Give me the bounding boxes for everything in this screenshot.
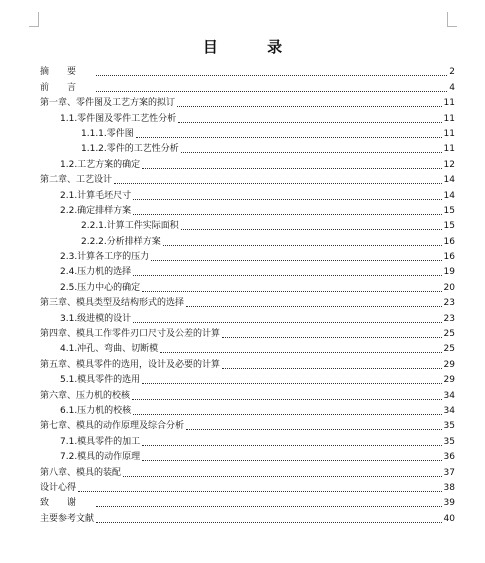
toc-entry[interactable] <box>40 371 455 386</box>
toc-dot-leader <box>178 121 441 123</box>
toc-dot-leader <box>133 321 441 323</box>
toc-entry-label: 4.1.冲孔、弯曲、切断模 <box>60 344 159 355</box>
toc-entry-page-number: 16 <box>443 252 455 263</box>
toc-dot-leader <box>96 521 442 523</box>
toc-dot-leader <box>142 459 441 461</box>
toc-entry[interactable] <box>40 78 455 93</box>
toc-entry[interactable] <box>40 278 455 293</box>
toc-dot-leader <box>222 336 442 338</box>
toc-entry-label: 2.3.计算各工序的压力 <box>60 252 150 263</box>
toc-title: 目 录 <box>202 38 305 56</box>
toc-entry-page-number: 34 <box>443 405 455 416</box>
toc-entry-label: 2.1.计算毛坯尺寸 <box>60 190 132 201</box>
toc-entry-page-number: 40 <box>443 513 455 524</box>
toc-entry-page-number: 11 <box>443 128 455 139</box>
toc-entry-page-number: 34 <box>443 390 455 401</box>
toc-entry-label: 1.1.2.零件的工艺性分析 <box>81 144 179 155</box>
toc-entry[interactable] <box>40 248 455 263</box>
toc-entry[interactable] <box>40 509 455 524</box>
toc-entry[interactable] <box>40 202 455 217</box>
toc-entry-page-number: 16 <box>443 236 455 247</box>
toc-entry[interactable] <box>40 340 455 355</box>
toc-entry[interactable] <box>40 309 455 324</box>
toc-entry[interactable] <box>40 417 455 432</box>
toc-entry-page-number: 11 <box>443 113 455 124</box>
toc-entry[interactable] <box>40 171 455 186</box>
toc-dot-leader <box>177 105 442 107</box>
toc-entry-label: 前言 <box>40 82 95 93</box>
toc-entry-page-number: 25 <box>443 344 455 355</box>
toc-entry-page-number: 15 <box>443 221 455 232</box>
toc-entry[interactable] <box>40 63 455 78</box>
toc-entry-page-number: 35 <box>443 436 455 447</box>
toc-dot-leader <box>181 228 442 230</box>
toc-entry-label: 第八章、模具的装配 <box>40 467 122 478</box>
toc-dot-leader <box>96 74 447 76</box>
toc-dot-leader <box>142 382 441 384</box>
toc-dot-leader <box>186 305 442 307</box>
toc-dot-leader <box>78 490 442 492</box>
toc-entry[interactable] <box>40 494 455 509</box>
toc-entry[interactable] <box>40 140 455 155</box>
toc-entry-page-number: 25 <box>443 329 455 340</box>
toc-entry[interactable] <box>40 186 455 201</box>
toc-entry-page-number: 39 <box>443 498 455 509</box>
toc-entry-label: 第二章、工艺设计 <box>40 175 113 186</box>
toc-entry-page-number: 29 <box>443 359 455 370</box>
toc-dot-leader <box>132 398 442 400</box>
toc-dot-leader <box>133 213 441 215</box>
toc-entry-label: 7.2.模具的动作原理 <box>60 452 141 463</box>
toc-entry-label: 2.2.2.分析排样方案 <box>81 236 161 247</box>
toc-dot-leader <box>123 475 442 477</box>
toc-entry-label: 1.1.零件图及零件工艺性分析 <box>60 113 177 124</box>
toc-entry-label: 第七章、模具的动作原理及综合分析 <box>40 421 185 432</box>
toc-entry[interactable] <box>40 109 455 124</box>
toc-dot-leader <box>133 198 441 200</box>
toc-entry-page-number: 11 <box>443 144 455 155</box>
toc-entry-label: 2.2.确定排样方案 <box>60 205 132 216</box>
toc-entry-page-number: 12 <box>443 159 455 170</box>
toc-entry-page-number: 20 <box>443 282 455 293</box>
toc-entry-label: 主要参考文献 <box>40 513 95 524</box>
toc-entry-label: 6.1.压力机的校核 <box>60 405 132 416</box>
toc-dot-leader <box>186 428 442 430</box>
page-corner-mark-top-left <box>29 12 39 27</box>
toc-entry-label: 摘要 <box>40 67 95 78</box>
toc-dot-leader <box>222 367 442 369</box>
toc-entry-label: 3.1.级进模的设计 <box>60 313 132 324</box>
toc-entry[interactable] <box>40 463 455 478</box>
toc-entry[interactable] <box>40 479 455 494</box>
toc-entry-label: 7.1.模具零件的加工 <box>60 436 141 447</box>
page-corner-mark-top-right <box>447 12 457 27</box>
toc-entry-page-number: 2 <box>449 67 455 78</box>
toc-dot-leader <box>151 259 441 261</box>
toc-entry-page-number: 23 <box>443 313 455 324</box>
toc-entry-page-number: 14 <box>443 175 455 186</box>
toc-entry[interactable] <box>40 294 455 309</box>
toc-dot-leader <box>96 90 447 92</box>
toc-entry-label: 设计心得 <box>40 482 77 493</box>
toc-entry[interactable] <box>40 125 455 140</box>
toc-entry-label: 致谢 <box>40 498 95 509</box>
toc-entry[interactable] <box>40 355 455 370</box>
table-of-contents <box>40 63 455 525</box>
toc-entry[interactable] <box>40 217 455 232</box>
toc-entry-label: 5.1.模具零件的选用 <box>60 375 141 386</box>
toc-dot-leader <box>133 413 441 415</box>
toc-entry-page-number: 35 <box>443 421 455 432</box>
toc-entry-label: 2.2.1.计算工件实际面积 <box>81 221 179 232</box>
toc-entry-page-number: 23 <box>443 298 455 309</box>
toc-entry[interactable] <box>40 325 455 340</box>
toc-entry[interactable] <box>40 232 455 247</box>
toc-dot-leader <box>96 505 442 507</box>
toc-dot-leader <box>142 290 441 292</box>
toc-entry[interactable] <box>40 94 455 109</box>
toc-dot-leader <box>163 244 442 246</box>
toc-entry[interactable] <box>40 263 455 278</box>
toc-entry[interactable] <box>40 432 455 447</box>
toc-entry-label: 第五章、模具零件的选用，设计及必要的计算 <box>40 359 221 370</box>
toc-dot-leader <box>181 151 442 153</box>
toc-entry-label: 第四章、模具工作零件刃口尺寸及公差的计算 <box>40 329 221 340</box>
toc-entry[interactable] <box>40 402 455 417</box>
toc-entry-page-number: 15 <box>443 205 455 216</box>
toc-entry-page-number: 29 <box>443 375 455 386</box>
toc-entry-label: 第三章、模具类型及结构形式的选择 <box>40 298 185 309</box>
toc-entry-label: 1.2.工艺方案的确定 <box>60 159 141 170</box>
toc-dot-leader <box>160 351 441 353</box>
toc-entry-page-number: 37 <box>443 467 455 478</box>
toc-entry-page-number: 14 <box>443 190 455 201</box>
toc-entry[interactable] <box>40 386 455 401</box>
toc-dot-leader <box>142 444 441 446</box>
toc-entry-label: 2.4.压力机的选择 <box>60 267 132 278</box>
toc-entry[interactable] <box>40 448 455 463</box>
toc-entry-page-number: 19 <box>443 267 455 278</box>
toc-entry-page-number: 11 <box>443 98 455 109</box>
toc-dot-leader <box>114 182 442 184</box>
toc-entry-page-number: 4 <box>449 82 455 93</box>
toc-entry-page-number: 38 <box>443 482 455 493</box>
toc-entry-label: 第一章、零件图及工艺方案的拟订 <box>40 98 176 109</box>
toc-dot-leader <box>133 274 441 276</box>
toc-entry-page-number: 36 <box>443 452 455 463</box>
toc-entry-label: 第六章、压力机的校核 <box>40 390 131 401</box>
toc-entry-label: 1.1.1.零件图 <box>81 128 134 139</box>
toc-entry-label: 2.5.压力中心的确定 <box>60 282 141 293</box>
toc-entry[interactable] <box>40 155 455 170</box>
toc-dot-leader <box>142 167 441 169</box>
toc-dot-leader <box>136 136 442 138</box>
